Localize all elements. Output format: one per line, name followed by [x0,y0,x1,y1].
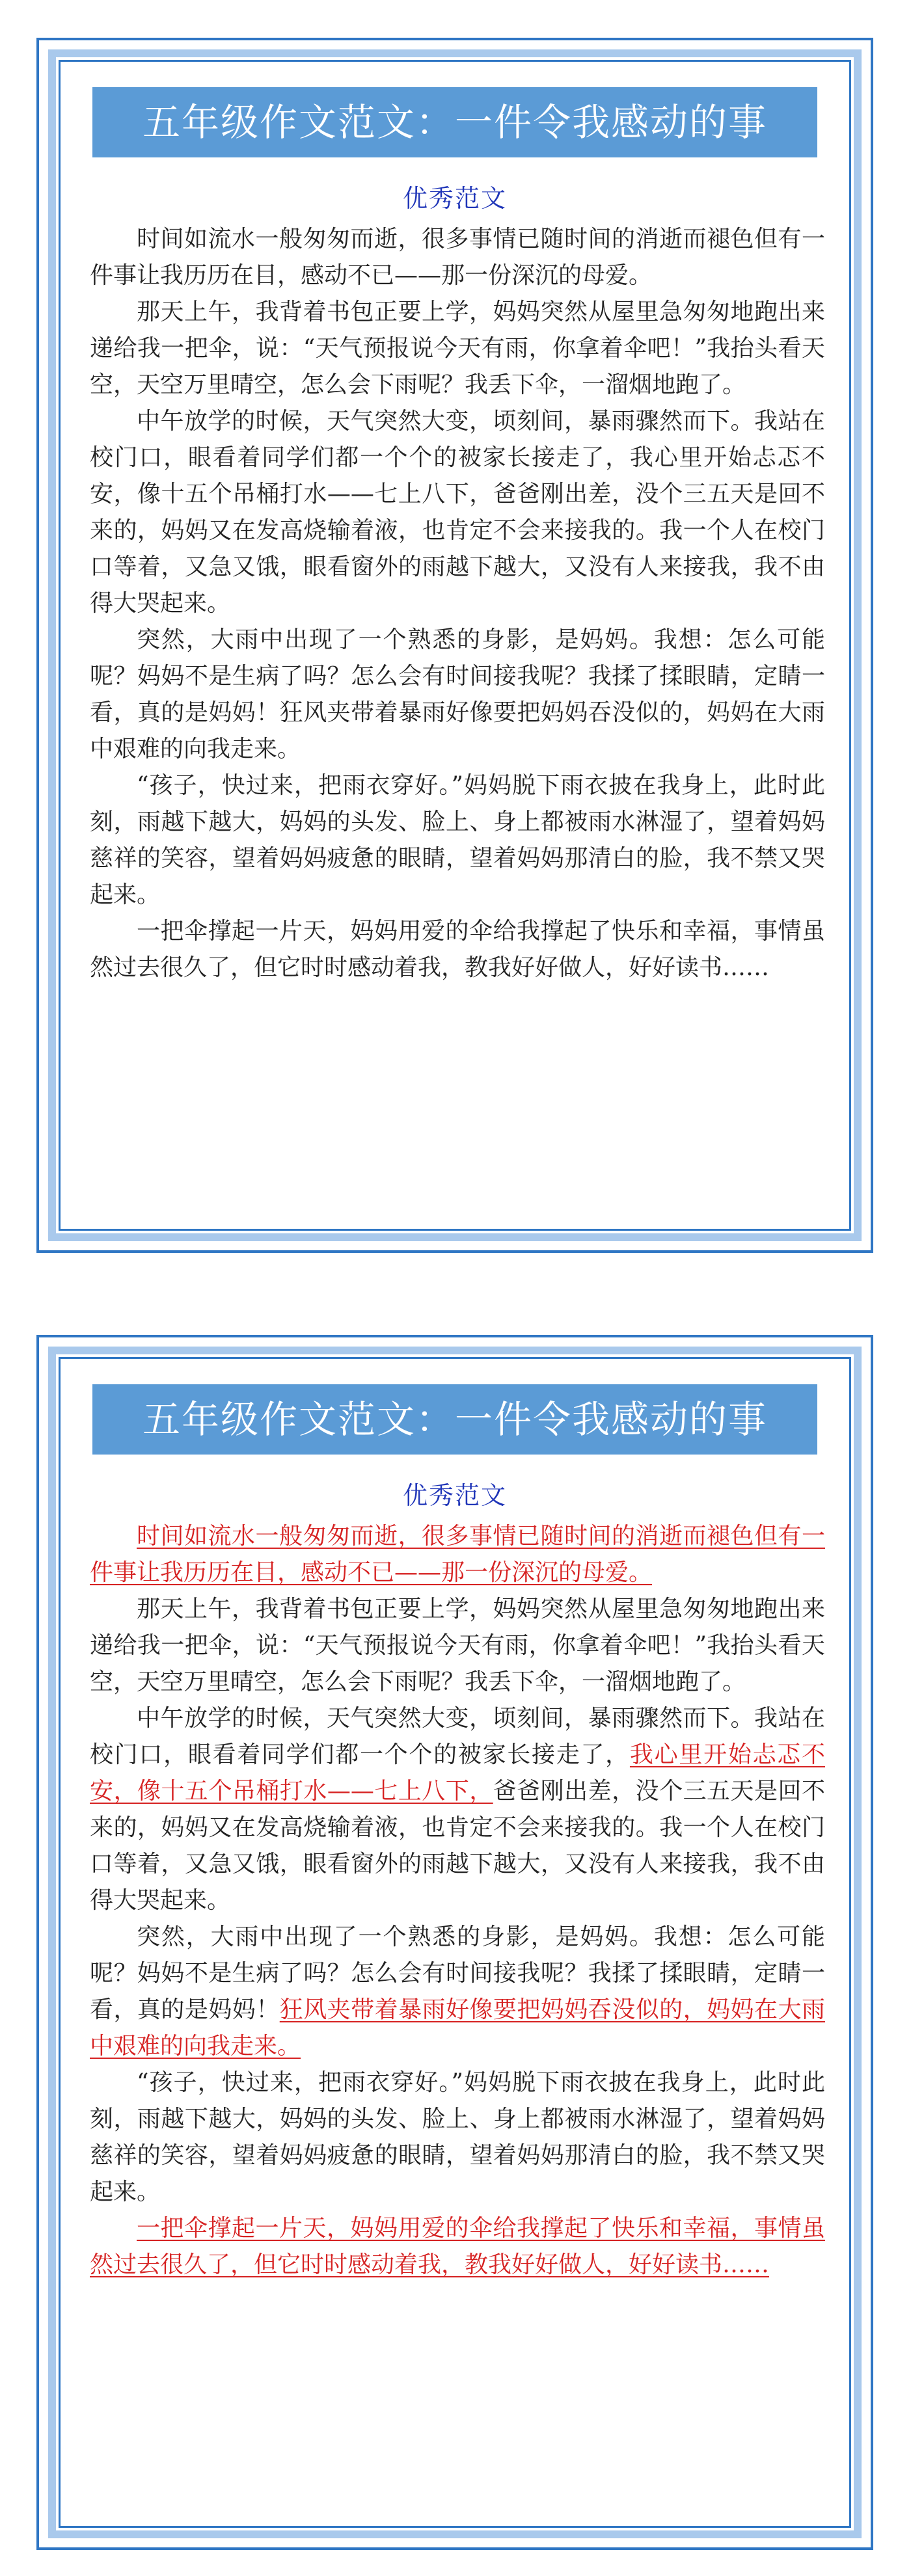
paragraph-text: “孩子，快过来，把雨衣穿好。”妈妈脱下雨衣披在我身上，此时此刻，雨越下越大，妈妈的头发、脸上、身上都被雨水淋湿了，望着妈妈慈祥的笑容，望着妈妈疲惫的眼睛，望着妈妈那清白的脸，我不禁又哭起来。 [90,772,825,908]
paragraph [90,294,825,403]
paragraph [90,1591,825,1700]
essay-subtitle: 优秀范文 [402,184,507,213]
paragraph-text: 一把伞撑起一片天，妈妈用爱的伞给我撑起了快乐和幸福，事情虽然过去很久了，但它时时感动着我，教我好好做人，好好读书…… [90,918,825,981]
paragraph [90,913,825,986]
paragraph-text: “孩子，快过来，把雨衣穿好。”妈妈脱下雨衣披在我身上，此时此刻，雨越下越大，妈妈的头发、脸上、身上都被雨水淋湿了，望着妈妈慈祥的笑容，望着妈妈疲惫的眼睛，望着妈妈那清白的脸，我不禁又哭起来。 [90,2069,825,2205]
paragraph-text: 时间如流水一般匆匆而逝，很多事情已随时间的消逝而褪色但有一件事让我历历在目，感动不已——那一份深沉的母爱。 [90,226,825,289]
paragraph [90,403,825,622]
paragraph-text: 爸爸刚出差，没个三五天是回不来的，妈妈又在发高烧输着液，也肯定不会来接我的。我一个人在校门口等着，又急又饿，眼看窗外的雨越下越大，又没有人来接我，我不由得大哭起来。 [90,1778,825,1914]
paragraph-text: 中午放学的时候，天气突然大变，顷刻间，暴雨骤然而下。我站在校门口，眼看着同学们都一个个的被家长接走了，我心里开始忐忑不安，像十五个吊桶打水——七上八下，爸爸刚出差，没个三五天是回不来的，妈妈又在发高烧输着液，也肯定不会来接我的。我一个人在校门口等着，又急又饿，眼看窗外的雨越下越大，又没有人来接我，我不由得大哭起来。 [90,408,825,617]
essay-panel-annotated [36,1335,873,2550]
essay-subtitle: 优秀范文 [402,1481,507,1510]
essay-title: 五年级作文范文：一件令我感动的事 [92,87,817,157]
essay-body [90,221,825,986]
paragraph-text: 突然，大雨中出现了一个熟悉的身影，是妈妈。我想：怎么可能呢？妈妈不是生病了吗？怎么会有时间接我呢？我揉了揉眼睛，定睛一看，真的是妈妈！ [90,1924,825,2023]
essay-title: 五年级作文范文：一件令我感动的事 [92,1384,817,1455]
paragraph-text: 那天上午，我背着书包正要上学，妈妈突然从屋里急匆匆地跑出来递给我一把伞，说：“天气预报说今天有雨，你拿着伞吧！”我抬头看天空，天空万里晴空，怎么会下雨呢？我丢下伞，一溜烟地跑了。 [90,1596,825,1695]
essay-body [90,1518,825,2283]
paragraph [90,768,825,913]
paragraph [90,1518,825,1591]
paragraph-text: 中午放学的时候，天气突然大变，顷刻间，暴雨骤然而下。我站在校门口，眼看着同学们都一个个的被家长接走了， [90,1705,825,1768]
paragraph [90,622,825,768]
highlighted-text: 我心里开始忐忑不安，像十五个吊桶打水——七上八下， [90,1741,825,1805]
highlighted-text: 时间如流水一般匆匆而逝，很多事情已随时间的消逝而褪色但有一件事让我历历在目，感动不已——那一份深沉的母爱。 [90,1523,825,1586]
highlighted-text: 狂风夹带着暴雨好像要把妈妈吞没似的，妈妈在大雨中艰难的向我走来。 [90,1996,825,2059]
paragraph [90,1919,825,2065]
paragraph [90,2210,825,2283]
paragraph-text: 突然，大雨中出现了一个熟悉的身影，是妈妈。我想：怎么可能呢？妈妈不是生病了吗？怎么会有时间接我呢？我揉了揉眼睛，定睛一看，真的是妈妈！狂风夹带着暴雨好像要把妈妈吞没似的，妈妈在大雨中艰难的向我走来。 [90,626,825,762]
paragraph-text: 那天上午，我背着书包正要上学，妈妈突然从屋里急匆匆地跑出来递给我一把伞，说：“天气预报说今天有雨，你拿着伞吧！”我抬头看天空，天空万里晴空，怎么会下雨呢？我丢下伞，一溜烟地跑了。 [90,299,825,398]
paragraph [90,1700,825,1919]
paragraph [90,221,825,294]
highlighted-text: 一把伞撑起一片天，妈妈用爱的伞给我撑起了快乐和幸福，事情虽然过去很久了，但它时时感动着我，教我好好做人，好好读书…… [90,2215,825,2278]
paragraph [90,2065,825,2210]
essay-panel-plain [36,38,873,1253]
